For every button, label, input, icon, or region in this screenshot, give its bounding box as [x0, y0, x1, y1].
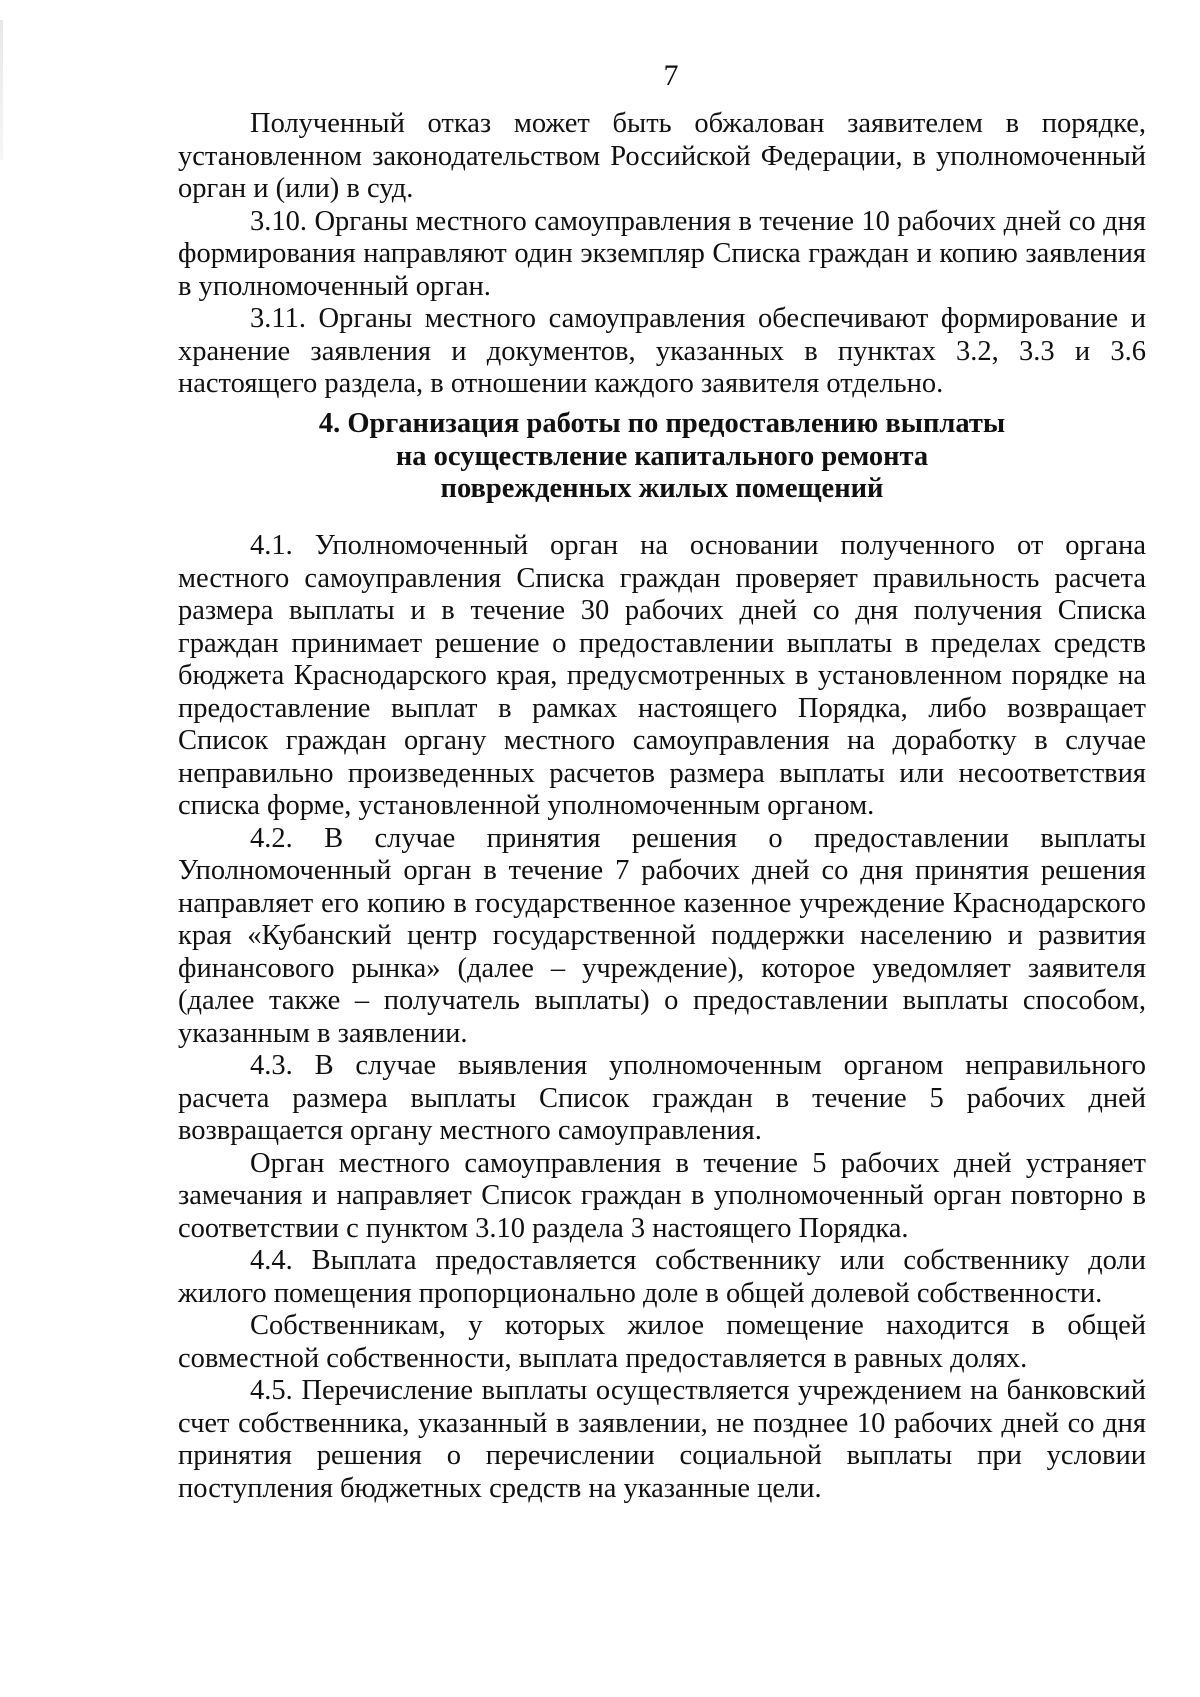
- page-number: 7: [663, 59, 679, 92]
- section-title-line-2: на осуществление капитального ремонта: [395, 440, 929, 472]
- paragraph-4-1: 4.1. Уполномоченный орган на основании полученного от органа местного самоуправления Списка граждан проверяет правильность расчета размера выплаты и в течение 30 рабочих дней со дня получения Списка граждан принимает решение о предоставлении выплаты в пределах средств бюджета Краснодарского края, предусмотренных в установленном порядке на предоставление выплат в рамках настоящего Порядка, либо возвращает Список граждан органу местного самоуправления на доработку в случае неправильно произведенных расчетов размера выплаты или несоответствия списка форме, установленной уполномоченным органом.: [178, 530, 1146, 821]
- section-heading: [178, 408, 1146, 506]
- text-block-bottom: [178, 530, 1146, 1505]
- paragraph-4-2: 4.2. В случае принятия решения о предоставлении выплаты Уполномоченный орган в течение 7 рабочих дней со дня принятия решения направляет его копию в государственное казенное учреждение Краснодарского края «Кубанский центр государственной поддержки населению и развития финансового рынка» (далее – учреждение), которое уведомляет заявителя (далее также – получатель выплаты) о предоставлении выплаты способом, указанным в заявлении.: [178, 822, 1146, 1049]
- section-title-line-1: 4. Организация работы по предоставлению выплаты: [318, 408, 1006, 439]
- paragraph-4-5: 4.5. Перечисление выплаты осуществляется учреждением на банковский счет собственника, указанный в заявлении, не позднее 10 рабочих дней со дня принятия решения о перечислении социальной выплаты при условии поступления бюджетных средств на указанные цели.: [178, 1375, 1146, 1504]
- paragraph-refusal-appeal: Полученный отказ может быть обжалован заявителем в порядке, установленном законодательством Российской Федерации, в уполномоченный орган и (или) в суд.: [178, 108, 1146, 204]
- paragraph-3-11: 3.11. Органы местного самоуправления обеспечивают формирование и хранение заявления и документов, указанных в пунктах 3.2, 3.3 и 3.6 настоящего раздела, в отношении каждого заявителя отдельно.: [178, 303, 1146, 399]
- section-title: [178, 408, 1146, 506]
- paragraph-4-3-continuation: Орган местного самоуправления в течение 5 рабочих дней устраняет замечания и направляет Список граждан в уполномоченный орган повторно в соответствии с пунктом 3.10 раздела 3 настоящего Порядка.: [178, 1147, 1146, 1244]
- paragraph-3-10: 3.10. Органы местного самоуправления в течение 10 рабочих дней со дня формирования направляют один экземпляр Списка граждан и копию заявления в уполномоченный орган.: [178, 205, 1146, 302]
- paragraph-4-3: 4.3. В случае выявления уполномоченным органом неправильного расчета размера выплаты Список граждан в течение 5 рабочих дней возвращается органу местного самоуправления.: [178, 1050, 1146, 1146]
- text-block-top: [178, 108, 1146, 401]
- section-title-line-3: поврежденных жилых помещений: [440, 473, 884, 504]
- paragraph-4-4-continuation: Собственникам, у которых жилое помещение находится в общей совместной собственности, выплата предоставляется в равных долях.: [178, 1310, 1146, 1374]
- paragraph-4-4: 4.4. Выплата предоставляется собственнику или собственнику доли жилого помещения пропорционально доле в общей долевой собственности.: [178, 1245, 1146, 1309]
